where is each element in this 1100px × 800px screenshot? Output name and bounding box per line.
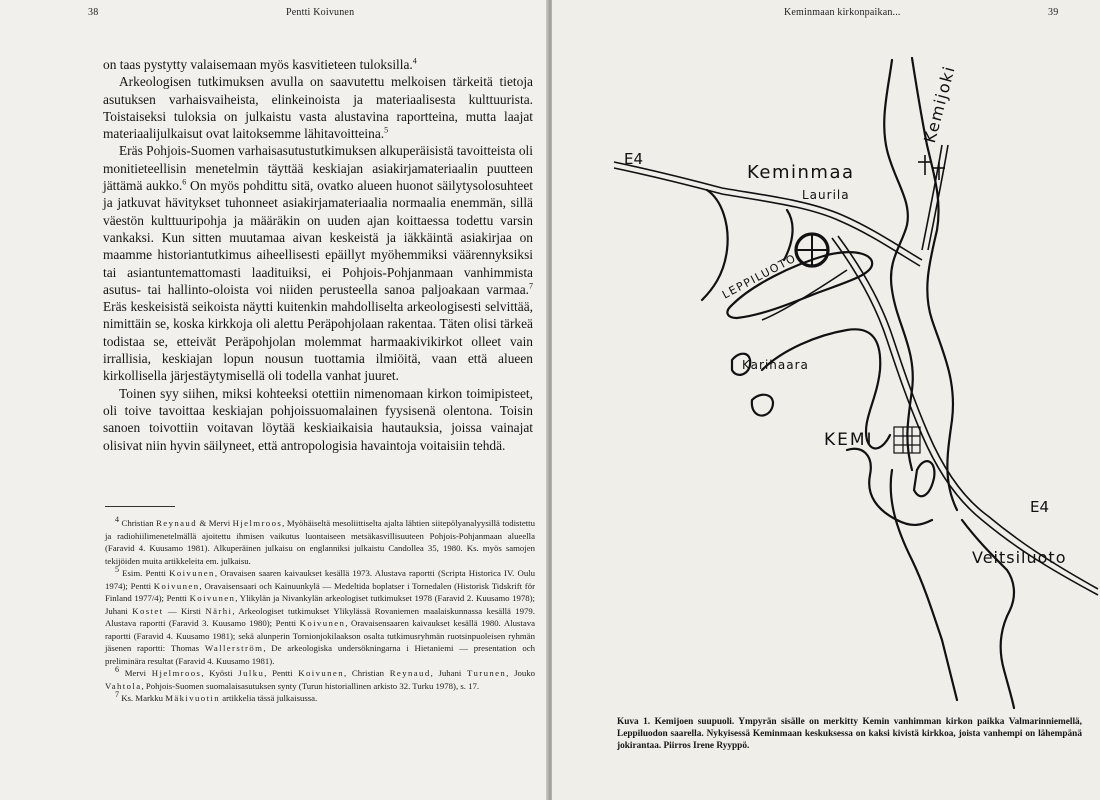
kemi-coast [847,449,932,525]
label-kemijoki: Kemijoki [920,63,959,145]
map-drawing [612,50,1100,710]
river-bank-west [884,60,913,470]
label-e4-east: E4 [1030,498,1050,516]
lake-outline [914,461,934,496]
running-head-left: Pentti Koivunen [286,7,355,18]
figure-caption [617,716,1082,753]
road-leppiluoto [762,270,847,320]
west-inlet [702,190,728,300]
footnote-ref-7: 7 [529,281,533,291]
footnote-4: $^4$ Christian Reynaud & Mervi Hjelmroos, Myöhäiseltä mesoliittiselta ajalta lähtien siitepölyanalyysillä todistettu ja radiohiilimenetelmällä ajoitettu ihmisen vaikutus luontaiseen metsäkasvillisuuteen Pohjois-Pohjanmaan alueella (Faravid 4. Kuusamo 1981). Alkuperäinen julkaisu on englanniksi julkaistu Candollea 35, 1980. Ks. myös samojen tekijöiden muita artikkeleita em. julkaisu. [105,515,535,566]
label-keminmaa: Keminmaa [747,162,855,183]
page-number-right: 39 [1048,7,1059,18]
footnote-rule [105,506,175,507]
island-small-2 [752,395,773,416]
right-page [552,0,1100,800]
footnote-ref-5: 5 [384,125,389,135]
footnote-ref-6: 6 [182,177,187,187]
footnote-7: $^7$ Ks. Markku Mäkivuotin artikkelia tässä julkaisussa. [115,690,318,703]
paragraph-4: Toinen syy siihen, miksi kohteeksi otettiin nimenomaan kirkon toimipisteet, oli toive tavoittaa keskiajan pohjoissuomalainen fyysisenä olentona. Toisin sanoen toivottiin voitavan löytää keskiaikaisia hautauksia, joissa vainajat olisivat niin hyvin säilyneet, että antropologisia havaintoja voitaisiin tehdä. [103,385,533,453]
caption-lead: Kuva 1. [617,717,651,727]
label-leppiluoto: LEPPILUOTO [720,251,799,302]
footnote-5: $^5$ Esim. Pentti Koivunen, Oravaisen saaren kaivaukset kesällä 1973. Alustava raportti (Scripta Historica IV. Oulu 1974); Pentti Koivunen, Oravaisensaari och Kainuunkylä — Medeltida boplatser i Tornedalen (Historisk Tidskrift för Finland 1977/4); Pentti Koivunen, Ylikylän ja Nivankylän arkeologiset tutkimukset 1978 (Faravid 2. Kuusamo 1978); Juhani Kostet — Kirsti Närhi, Arkeologiset tutkimukset Ylikylässä Rovaniemen maalaiskunnassa kesällä 1979. Alustava raportti (Faravid 3. Kuusamo 1980); Pentti Koivunen, Oravaisensaaren kaivaukset kesällä 1980. Alustava raportti (Faravid 4. Kuusamo 1981); sekä alunperin Tornionjokilaakson osalta tutkimusryhmän ruotsinpuoleisen ryhmän jäsenen raportti: Thomas Wallerström, De arkeologiska undersökningarna i Hietaniemi — presentation och preliminära resultat (Faravid 4. Kuusamo 1981). [105,565,536,666]
footnotes [105,517,535,705]
left-page [0,0,548,800]
paragraph-2: Arkeologisen tutkimuksen avulla on saavutettu melkoisen tärkeitä tietoja asutuksen varhaisvaiheista, elinkeinoista ja materiaalisesta kulttuurista. Toistaiseksi tuloksia on julkaistu vasta alustavina raportteina, mutta laajat materiaalijulkaisut ovat laitoksemme lähitavoitteina.$^5$ [103,74,533,142]
paragraph-1: on taas pystytty valaisemaan myös kasvitieteen tuloksilla.$^4$ [103,56,417,72]
label-karihaara: Karihaara [742,358,809,372]
veitsiluoto-shore-west [891,470,957,700]
label-veitsiluoto: Veitsiluoto [972,548,1067,567]
page-number-left: 38 [88,7,99,18]
running-head-right: Keminmaan kirkonpaikan... [784,7,901,18]
caption-text: Kemijoen suupuoli. Ympyrän sisälle on merkitty Kemin vanhimman kirkon paikka Valmarinniemellä, Leppiluodon saarella. Nykyisessä Keminmaan keskuksessa on kaksi kivistä kirkkoa, joista vanhempi on lähempänä jokirantaa. Piirros Irene Ryyppö. [617,717,1082,752]
road-main-1 [832,238,1098,595]
map-kemijoki-mouth [612,50,1100,710]
label-laurila: Laurila [802,188,850,202]
road-main-2 [838,236,1098,589]
body-text [103,56,533,454]
paragraph-3: Eräs Pohjois-Suomen varhaisasutustutkimuksen alkuperäisistä tavoitteista oli monitieteellisin menetelmin täyttää keskiajan asiakirjamateriaalin puutteen jättämä aukko.$^6$ On myös pohdittu sitä, ovatko alueen huonot säilytysolosuhteet ja jatkuvat hävitykset tuhonneet asiakirjamateriaalia normaalia enemmän, sillä väestön kulttuuripohja ja määräkin on uuden ajan koittaessa todettu varsin vankaksi. Kun sitten muutamaa aivan keskeistä ja iäkkäintä asiakirjaa on maamme historiantutkimus aiheellisesti epäillyt myöhemmiksi väärennyksiksi tai asiantuntemattomasti laadituiksi, ei Pohjois-Pohjanmaan vanhimmista asutus- tai hallinto-oloista voi niiden perusteella sanoa paljoakaan varmaa.$^7$ Eräs keskeisistä seikoista näytti kuitenkin mahdolliselta arkeologisesti selvittää, nimittäin se, koska kirkkoja oli alettu Peräpohjolaan rakentaa. Täten olisi tärkeä todistaa se, etteivät Peräpohjolan molemmat harmaakivikirkot olleet vain irrallisia, keskiajan lopun nousun tuottamia ilmiöitä, vaan että alueen kirkollisella järjestäytymisellä oli todella vanhat juuret. [103,143,533,384]
label-e4-west: E4 [624,150,644,168]
footnote-6: $^6$ Mervi Hjelmroos, Kyösti Julku, Pentti Koivunen, Christian Reynaud, Juhani Turunen, Jouko Vahtola, Pohjois-Suomen suomalaisasutuksen synty (Turun historiallinen arkisto 32. Turku 1978), s. 17. [105,665,535,691]
label-kemi: KEMI [824,430,874,450]
footnote-ref-4: 4 [412,56,417,66]
